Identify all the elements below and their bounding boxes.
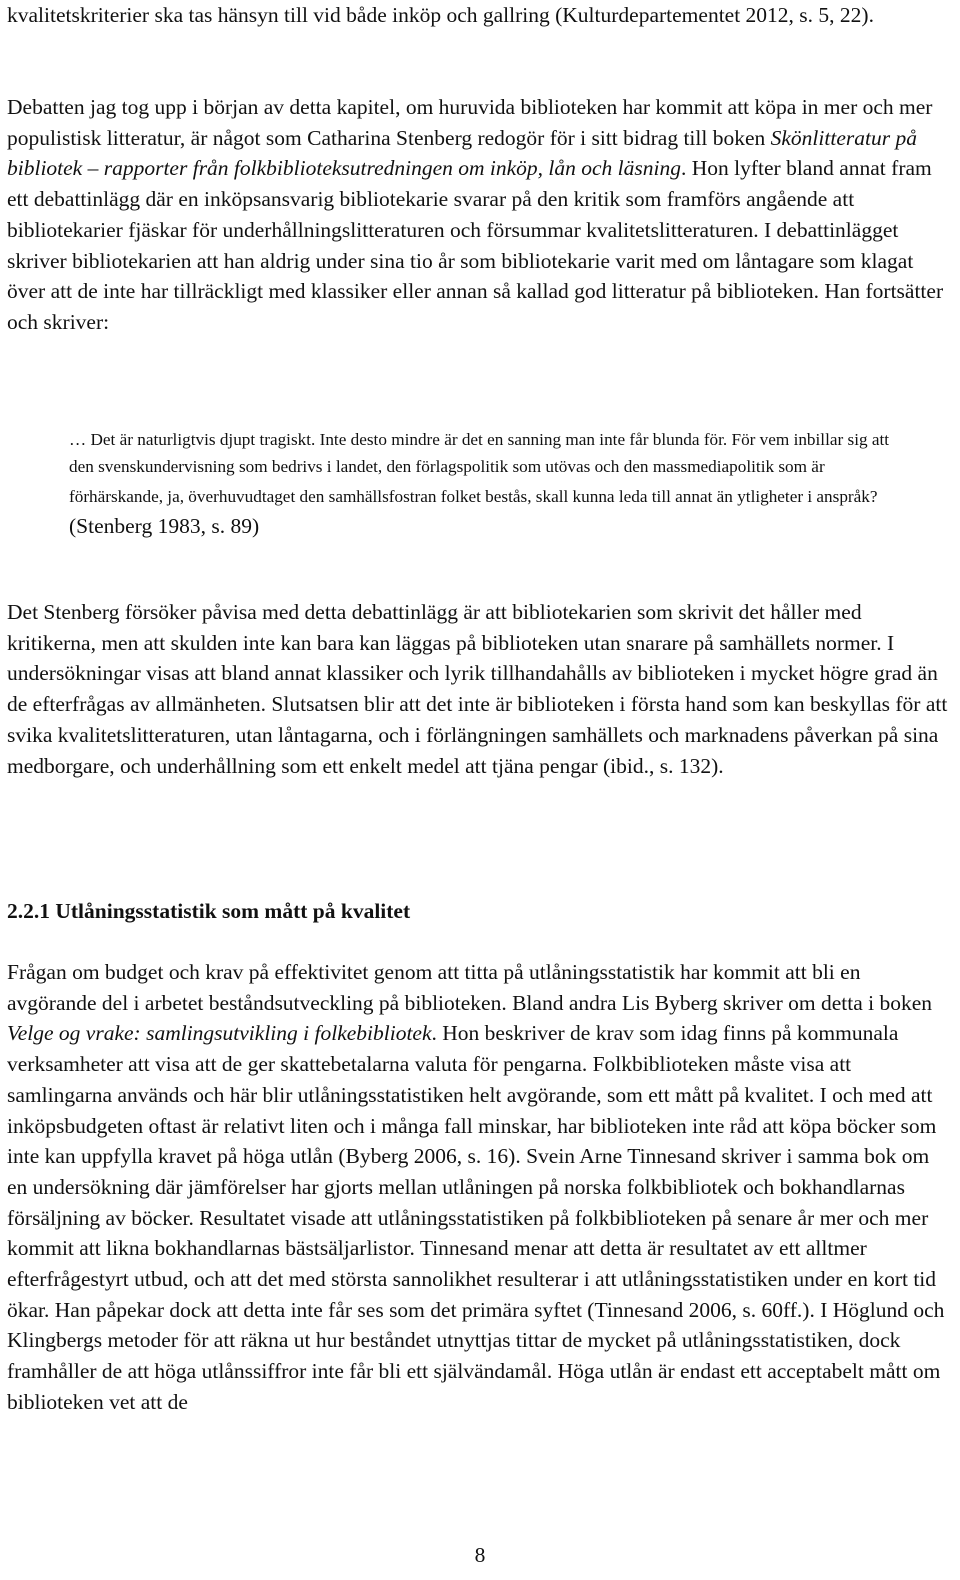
paragraph-stenberg-text: Det Stenberg försöker påvisa med detta debattinlägg är att bibliotekarien som skrivit det håller med kritikerna, men att skulden inte kan bara kan läggas på biblioteken utan snarare på samhällets normer. I undersökningar visas att bland annat klassiker och lyrik tillhandahålls av biblioteken i mycket högre grad än de efterfrågas av allmänheten. Slutsatsen blir att det inte är biblioteken i första hand som kan beskyllas för att svika kvalitetslitteraturen, utan låntagarna, och i förlängningen samhällets och marknadens påverkan på sina medborgare, och underhållning som ett enkelt medel att tjäna pengar (ibid., s. 132).	[7, 600, 948, 778]
paragraph-stenberg	[7, 597, 953, 781]
paragraph-debatt-text-2: . Hon lyfter bland annat fram ett debattinlägg där en inköpsansvarig bibliotekarie svarar på den kritik som framförs angående att bibliotekarier fjäskar för underhållningslitteraturen och försummar kvalitetslitteraturen. I debattinlägget skriver bibliotekarien att han aldrig under sina tio år som bibliotekarie varit med om låntagare som klagat över att de inte har tillräckligt med klassiker eller annan så kallad god litteratur på biblioteken. Han fortsätter och skriver:	[7, 156, 944, 334]
block-quote-citation: (Stenberg 1983, s. 89)	[69, 513, 260, 538]
paragraph-debatt	[7, 92, 953, 338]
book-title-velge-og-vrake: Velge og vrake: samlingsutvikling i folkebibliotek	[7, 1021, 432, 1046]
section-heading: 2.2.1 Utlåningsstatistik som mått på kvalitet	[7, 899, 411, 923]
paragraph-debatt-text-1: Debatten jag tog upp i början av detta kapitel, om huruvida biblioteken har kommit att köpa in mer och mer populistisk litteratur, är något som Catharina Stenberg redogör för i sitt bidrag till boken	[7, 95, 933, 150]
page-number: 8	[474, 1543, 486, 1567]
paragraph-intro	[7, 0, 953, 31]
paragraph-fragan-text-1: Frågan om budget och krav på effektivitet genom att titta på utlåningsstatistik har kommit att bli en avgörande del i arbetet beståndsutveckling på biblioteken. Bland andra Lis Byberg skriver om detta i boken	[7, 960, 933, 1015]
book-title-skonlitteratur: Skönlitteratur på bibliotek – rapporter från folkbiblioteksutredningen om inköp, lån och läsning	[7, 125, 917, 181]
paragraph-fragan	[7, 957, 953, 1418]
paragraph-fragan-text-2: . Hon beskriver de krav som idag finns på kommunala verksamheter att visa att de ger skattebetalarna valuta för pengarna. Folkbiblioteken måste visa att samlingarna används och här blir utlåningsstatistiken helt avgörande, som ett mått på kvalitet. I och med att inköpsbudgeten oftast är relativt liten och i många fall minskar, har biblioteken inte råd att köpa böcker som inte kan uppfylla kravet på höga utlån (Byberg 2006, s. 16). Svein Arne Tinnesand skriver i samma bok om en undersökning där jämförelser har gjorts mellan utlåningen på norska folkbibliotek och bokhandlarnas försäljning av böcker. Resultatet visade att utlåningsstatistiken på folkbiblioteken på senare år mer och mer kommit att likna bokhandlarnas bästsäljarlistor. Tinnesand menar att detta är resultatet av ett alltmer efterfrågestyrt utbud, och att det med största sannolikhet resulterar i att utlåningsstatistiken under en kort tid ökar. Han påpekar dock att detta inte får ses som det primära syftet (Tinnesand 2006, s. 60ff.). I Höglund och Klingbergs metoder för att räkna ut hur beståndet utnyttjas tittar de mycket på utlåningsstatistiken, dock framhåller de att höga utlånssiffror inte får bli ett självändamål. Höga utlån är endast ett acceptabelt mått om biblioteken vet att de	[7, 1021, 945, 1414]
block-quote-text: … Det är naturligtvis djupt tragiskt. Inte desto mindre är det en sanning man inte får blunda för. För vem inbillar sig att den svenskundervisning som bedrivs i landet, den förlagspolitik som utövas och den massmediapolitik som är förhärskande, ja, överhuvudtaget den samhällsfostran folket bestås, skall kunna leda till annat än ytligheter i anspråk?	[69, 430, 890, 506]
block-quote	[69, 427, 909, 541]
paragraph-intro-text: kvalitetskriterier ska tas hänsyn till vid både inköp och gallring (Kulturdepartementet 2012, s. 5, 22).	[7, 3, 874, 27]
